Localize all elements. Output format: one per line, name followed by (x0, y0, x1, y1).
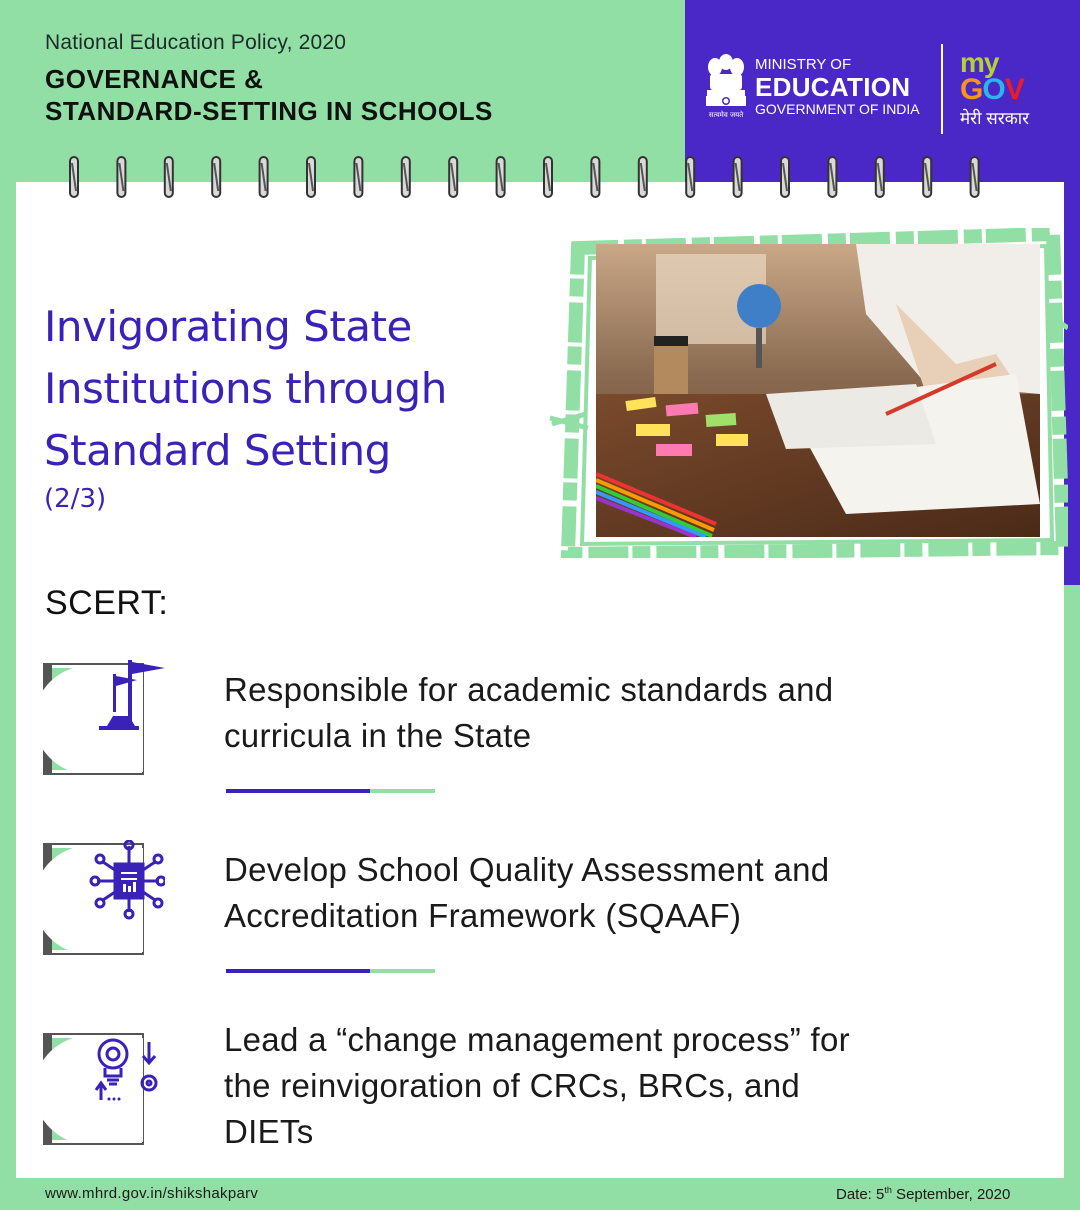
binding-ring (402, 157, 410, 197)
item-3-line-2: the reinvigoration of CRCs, BRCs, and (224, 1067, 801, 1104)
item-2-line-2: Accreditation Framework (SQAAF) (224, 897, 742, 934)
policy-subtitle: National Education Policy, 2020 (45, 31, 347, 54)
ministry-line-2: EDUCATION (755, 72, 911, 102)
classroom-photo-frame (548, 228, 1068, 558)
item-3-line-1: Lead a “change management process” for (224, 1021, 850, 1058)
item-1-line-1: Responsible for academic standards and (224, 671, 834, 708)
page-title (44, 296, 447, 482)
binding-ring (117, 157, 125, 197)
ministry-line-1: MINISTRY OF (755, 56, 852, 73)
item-2-line-1: Develop School Quality Assessment and (224, 851, 830, 888)
binding-ring (639, 157, 647, 197)
footer-date (836, 1185, 1010, 1203)
binding-ring (497, 157, 505, 197)
page-heading (45, 63, 493, 127)
item-1-line-2: curricula in the State (224, 717, 532, 754)
mygov-hindi-text: मेरी सरकार (960, 109, 1030, 128)
section-label: SCERT: (45, 584, 169, 622)
binding-ring (307, 157, 315, 197)
binding-ring (591, 157, 599, 197)
binding-ring (876, 157, 884, 197)
binding-ring (923, 157, 931, 197)
item-1-icon-block (43, 660, 165, 775)
part-number: (2/3) (44, 484, 107, 514)
binding-ring (212, 157, 220, 197)
binding-ring (544, 157, 552, 197)
footer-date-sup: th (884, 1185, 892, 1195)
emblem-motto: सत्यमेव जयते (708, 111, 744, 119)
title-line-2: Institutions through (44, 364, 447, 413)
item-2-text (224, 847, 829, 939)
heading-line-2: STANDARD-SETTING IN SCHOOLS (45, 96, 493, 126)
ministry-text (755, 56, 920, 117)
binding-ring (686, 157, 694, 197)
ministry-of-education-logo (702, 52, 932, 122)
mygov-logo (960, 47, 1070, 130)
footer-date-suffix: September, 2020 (891, 1186, 1011, 1203)
binding-ring (971, 157, 979, 197)
binding-ring (781, 157, 789, 197)
item-3-text (224, 1017, 850, 1155)
item-separator-2 (226, 969, 435, 973)
spiral-binding-rings (60, 155, 1000, 205)
national-emblem-icon (702, 52, 750, 120)
item-separator-1 (226, 789, 435, 793)
item-2-icon-block (43, 840, 165, 955)
mygov-my-text: my (960, 47, 999, 78)
item-3-line-3: DIETs (224, 1113, 314, 1150)
binding-ring (70, 157, 78, 197)
ministry-line-3: GOVERNMENT OF INDIA (755, 101, 920, 117)
binding-ring (354, 157, 362, 197)
heading-line-1: GOVERNANCE & (45, 64, 264, 94)
logo-divider (941, 44, 943, 134)
binding-ring (449, 157, 457, 197)
binding-ring (260, 157, 268, 197)
footer-date-prefix: Date: 5 (836, 1186, 885, 1203)
classroom-photo (596, 244, 1040, 537)
mygov-gov-text: GOV (960, 73, 1024, 106)
footer-url: www.mhrd.gov.in/shikshakparv (45, 1185, 259, 1202)
binding-ring (165, 157, 173, 197)
binding-ring (828, 157, 836, 197)
item-3-icon-block (43, 1030, 165, 1145)
binding-ring (734, 157, 742, 197)
title-line-1: Invigorating State (44, 302, 412, 351)
item-1-text (224, 667, 833, 759)
title-line-3: Standard Setting (44, 426, 391, 475)
